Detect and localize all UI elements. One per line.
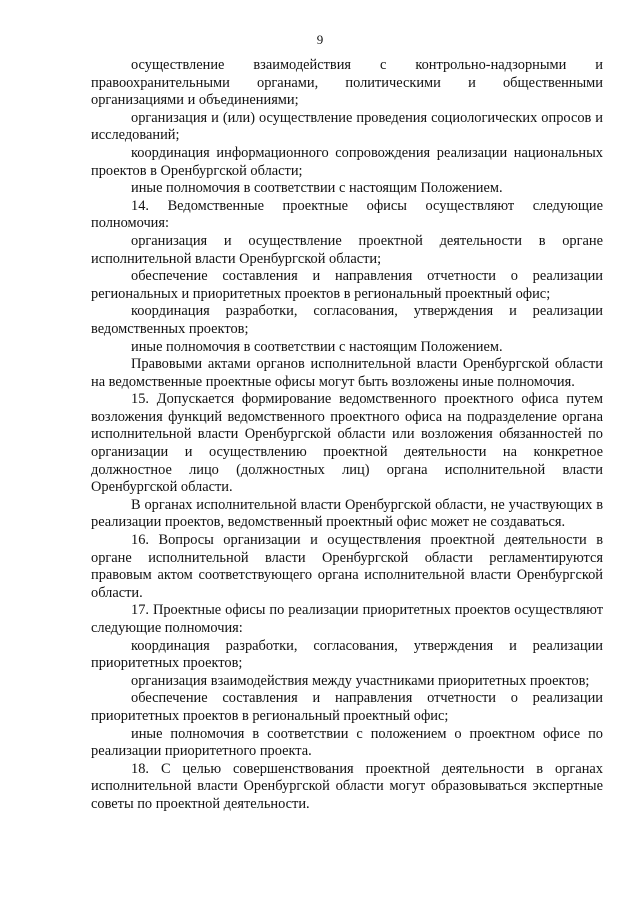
paragraph: организация взаимодействия между участниками приоритетных проектов; bbox=[131, 672, 590, 689]
document-body bbox=[91, 57, 603, 814]
paragraph: обеспечение составления и направления отчетности о реализации приоритетных проектов в региональный проектный офис; bbox=[91, 690, 603, 724]
paragraph: В органах исполнительной власти Оренбургской области, не участвующих в реализации проектов, ведомственный проектный офис может не создаваться. bbox=[91, 496, 603, 531]
paragraph: организация и осуществление проектной деятельности в органе исполнительной власти Оренбургской области; bbox=[91, 232, 603, 267]
paragraph: осуществление взаимодействия с контрольно-надзорными и правоохранительными органами, политическими и общественными организациями и объединениями; bbox=[91, 57, 603, 109]
paragraph: иные полномочия в соответствии с настоящим Положением. bbox=[131, 180, 503, 197]
paragraph: 14. Ведомственные проектные офисы осуществляют следующие полномочия: bbox=[91, 197, 603, 232]
paragraph: 18. С целью совершенствования проектной деятельности в органах исполнительной власти Оренбургской области могут образовываться экспертные советы по проектной деятельности. bbox=[91, 760, 603, 812]
paragraph: организация и (или) осуществление проведения социологических опросов и исследований; bbox=[91, 109, 603, 144]
paragraph: 15. Допускается формирование ведомственного проектного офиса путем возложения функций ведомственного проектного офиса на подразделение органа исполнительной власти Оренбургской области или возложения обязанностей по организации и осуществлению проектной деятельности на конкретное должностное лицо (должностных лиц) органа исполнительной власти Оренбургской области. bbox=[91, 391, 603, 496]
paragraph: координация информационного сопровождения реализации национальных проектов в Оренбургской области; bbox=[91, 144, 603, 179]
paragraph: иные полномочия в соответствии с настоящим Положением. bbox=[131, 338, 503, 355]
paragraph: обеспечение составления и направления отчетности о реализации региональных и приоритетных проектов в региональный проектный офис; bbox=[91, 268, 603, 302]
paragraph: координация разработки, согласования, утверждения и реализации приоритетных проектов; bbox=[91, 637, 603, 672]
paragraph: 17. Проектные офисы по реализации приоритетных проектов осуществляют следующие полномочия: bbox=[91, 602, 603, 636]
paragraph: иные полномочия в соответствии с положением о проектном офисе по реализации приоритетного проекта. bbox=[91, 725, 603, 760]
paragraph: координация разработки, согласования, утверждения и реализации ведомственных проектов; bbox=[91, 303, 603, 337]
paragraph: 16. Вопросы организации и осуществления проектной деятельности в органе исполнительной власти Оренбургской области регламентируются правовым актом соответствующего органа исполнительной власти Оренбургской области. bbox=[91, 532, 603, 601]
paragraph: Правовыми актами органов исполнительной власти Оренбургской области на ведомственные проектные офисы могут быть возложены иные полномочия. bbox=[91, 356, 603, 390]
page-number: 9 bbox=[316, 32, 324, 47]
